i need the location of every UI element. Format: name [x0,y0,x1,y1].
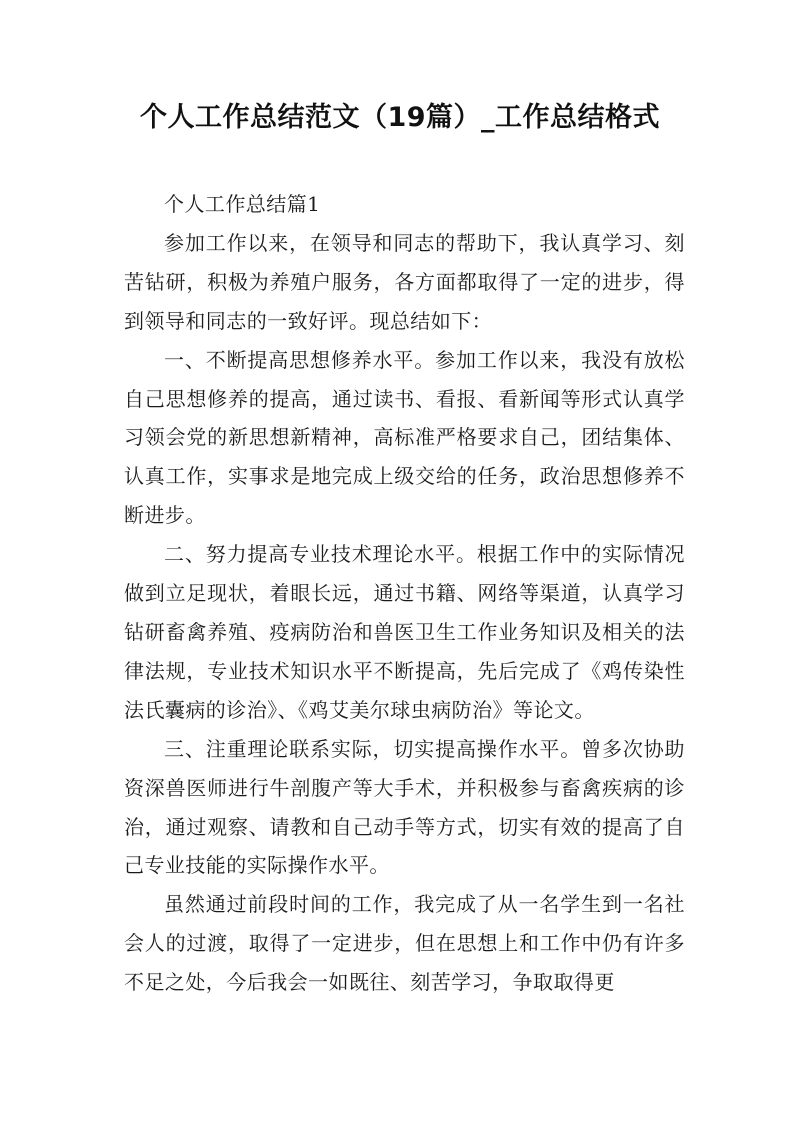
paragraph-technical-theory: 二、努力提高专业技术理论水平。根据工作中的实际情况做到立足现状，着眼长远，通过书籍、网络等渠道，认真学习钻研畜禽养殖、疫病防治和兽医卫生工作业务知识及相关的法律法规，专业技术知识水平不断提高，先后完成了《鸡传染性法氏囊病的诊治》、《鸡艾美尔球虫病防治》等论文。 [124,542,685,722]
section-heading: 个人工作总结篇1 [164,192,321,216]
paragraph-ideology: 一、不断提高思想修养水平。参加工作以来，我没有放松自己思想修养的提高，通过读书、看报、看新闻等形式认真学习领会党的新思想新精神，高标准严格要求自己，团结集体、认真工作，实事求是地完成上级交给的任务，政治思想修养不断进步。 [124,347,685,528]
document-body [124,185,685,1002]
paragraph-practice: 三、注重理论联系实际，切实提高操作水平。曾多次协助资深兽医师进行牛剖腹产等大手术，并积极参与畜禽疾病的诊治，通过观察、请教和自己动手等方式，切实有效的提高了自己专业技能的实际操作水平。 [124,736,685,878]
paragraph-conclusion: 虽然通过前段时间的工作，我完成了从一名学生到一名社会人的过渡，取得了一定进步，但在思想上和工作中仍有许多不足之处，今后我会一如既往、刻苦学习，争取取得更 [124,892,685,995]
intro-paragraph: 参加工作以来，在领导和同志的帮助下，我认真学习、刻苦钻研，积极为养殖户服务，各方面都取得了一定的进步，得到领导和同志的一致好评。现总结如下： [124,230,685,333]
document-title: 个人工作总结范文（19篇）_工作总结格式 [139,102,661,133]
